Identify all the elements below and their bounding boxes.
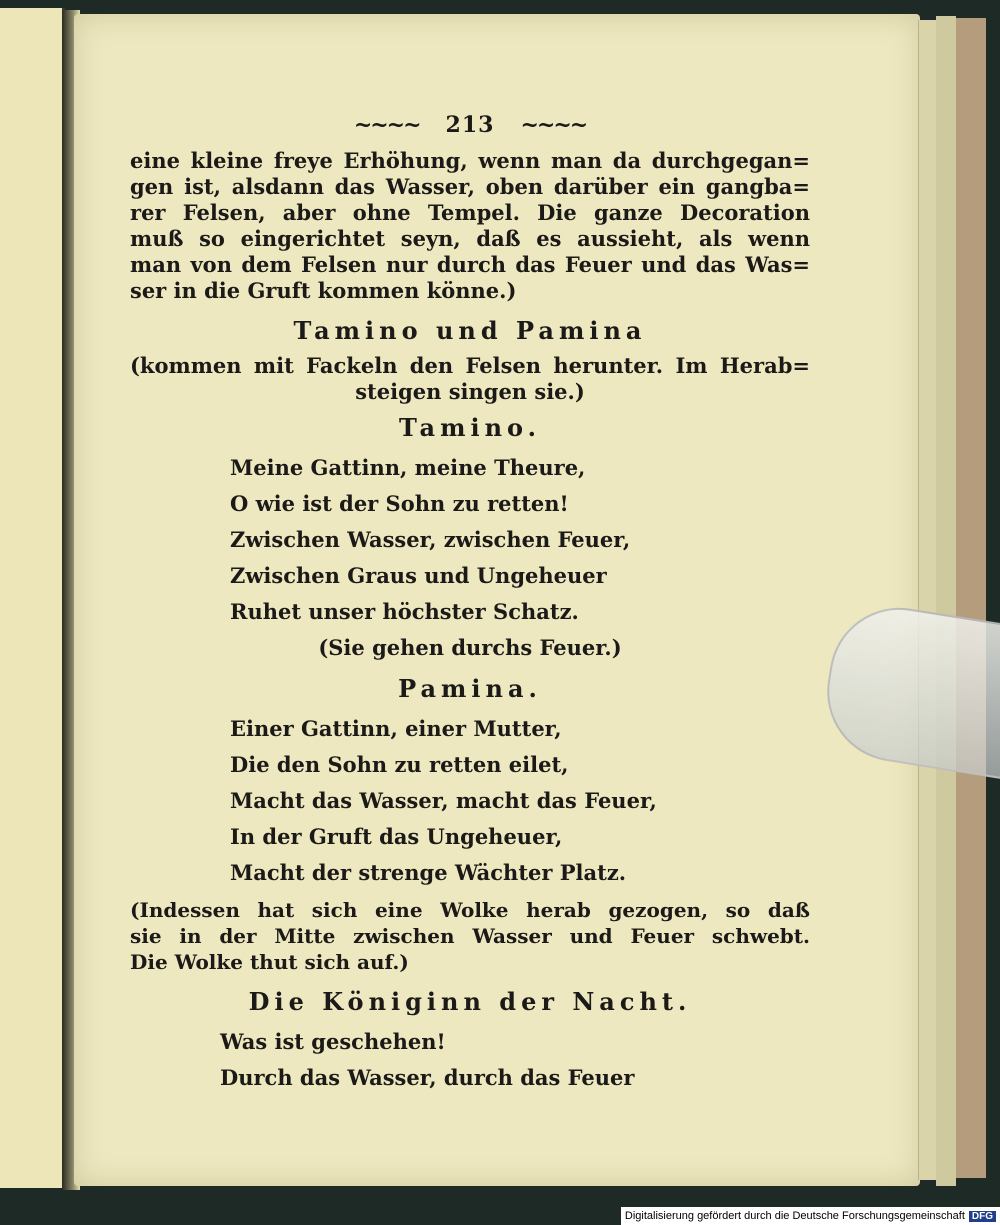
text-line: (kommen mit Fackeln den Felsen herunter. Im Herab=: [130, 353, 810, 378]
speaker-name: Die Königinn der Nacht.: [248, 987, 692, 1016]
dfg-logo-icon: DFG: [969, 1211, 996, 1222]
text-line: ser in die Gruft kommen könne.): [130, 278, 517, 303]
page-number: 213: [445, 112, 495, 138]
verse-line: Zwischen Graus und Ungeheuer: [230, 563, 607, 588]
verse-block: [130, 450, 810, 630]
header-ornament-right: ~~~~: [520, 112, 587, 138]
verse-line: Ruhet unser höchster Schatz.: [230, 599, 579, 624]
funding-text: Digitalisierung gefördert durch die Deutsche Forschungsgemeinschaft: [624, 1210, 965, 1222]
scene-heading: Tamino und Pamina: [293, 316, 647, 345]
verse-line: O wie ist der Sohn zu retten!: [230, 491, 569, 516]
stage-direction: [130, 897, 810, 975]
verse-line: Die den Sohn zu retten eilet,: [230, 752, 569, 777]
verse-line: Meine Gattinn, meine Theure,: [230, 455, 586, 480]
verse-line: Was ist geschehen!: [220, 1029, 446, 1054]
book-cover: [956, 18, 986, 1178]
page-edges-back: [936, 16, 956, 1186]
text-line: Die Wolke thut sich auf.): [130, 950, 409, 974]
text-line: muß so eingerichtet seyn, daß es aussieht, als wenn: [130, 226, 810, 251]
text-line: rer Felsen, aber ohne Tempel. Die ganze Decoration: [130, 200, 810, 225]
text-line: (Indessen hat sich eine Wolke herab gezogen, so daß: [130, 898, 810, 922]
verse-block: [130, 711, 810, 891]
speaker-name: Tamino.: [398, 413, 541, 442]
verse-line: Macht der strenge Wächter Platz.: [230, 860, 627, 885]
funding-credit: [621, 1207, 1000, 1225]
page-edges: [918, 20, 937, 1180]
text-line: gen ist, alsdann das Wasser, oben darüber ein gangba=: [130, 174, 810, 199]
speaker-name: Pamina.: [398, 674, 542, 703]
text-line: sie in der Mitte zwischen Wasser und Feuer schwebt.: [130, 924, 810, 948]
verse-line: Einer Gattinn, einer Mutter,: [230, 716, 562, 741]
intro-direction: [130, 148, 810, 304]
verse-line: Durch das Wasser, durch das Feuer: [220, 1065, 635, 1090]
text-line: man von dem Felsen nur durch das Feuer und das Was=: [130, 252, 810, 277]
text-line: eine kleine freye Erhöhung, wenn man da durchgegan=: [130, 148, 810, 173]
header-ornament-left: ~~~~: [353, 112, 420, 138]
verse-block: [130, 1024, 810, 1096]
page-header: [130, 112, 810, 138]
stage-direction: (Sie gehen durchs Feuer.): [318, 635, 622, 660]
verse-line: In der Gruft das Ungeheuer,: [230, 824, 563, 849]
page-text: [130, 112, 810, 1096]
stage-direction: [130, 353, 810, 405]
text-line: steigen singen sie.): [355, 379, 585, 404]
verse-line: Macht das Wasser, macht das Feuer,: [230, 788, 657, 813]
left-page-edge: [0, 8, 65, 1188]
verse-line: Zwischen Wasser, zwischen Feuer,: [230, 527, 631, 552]
